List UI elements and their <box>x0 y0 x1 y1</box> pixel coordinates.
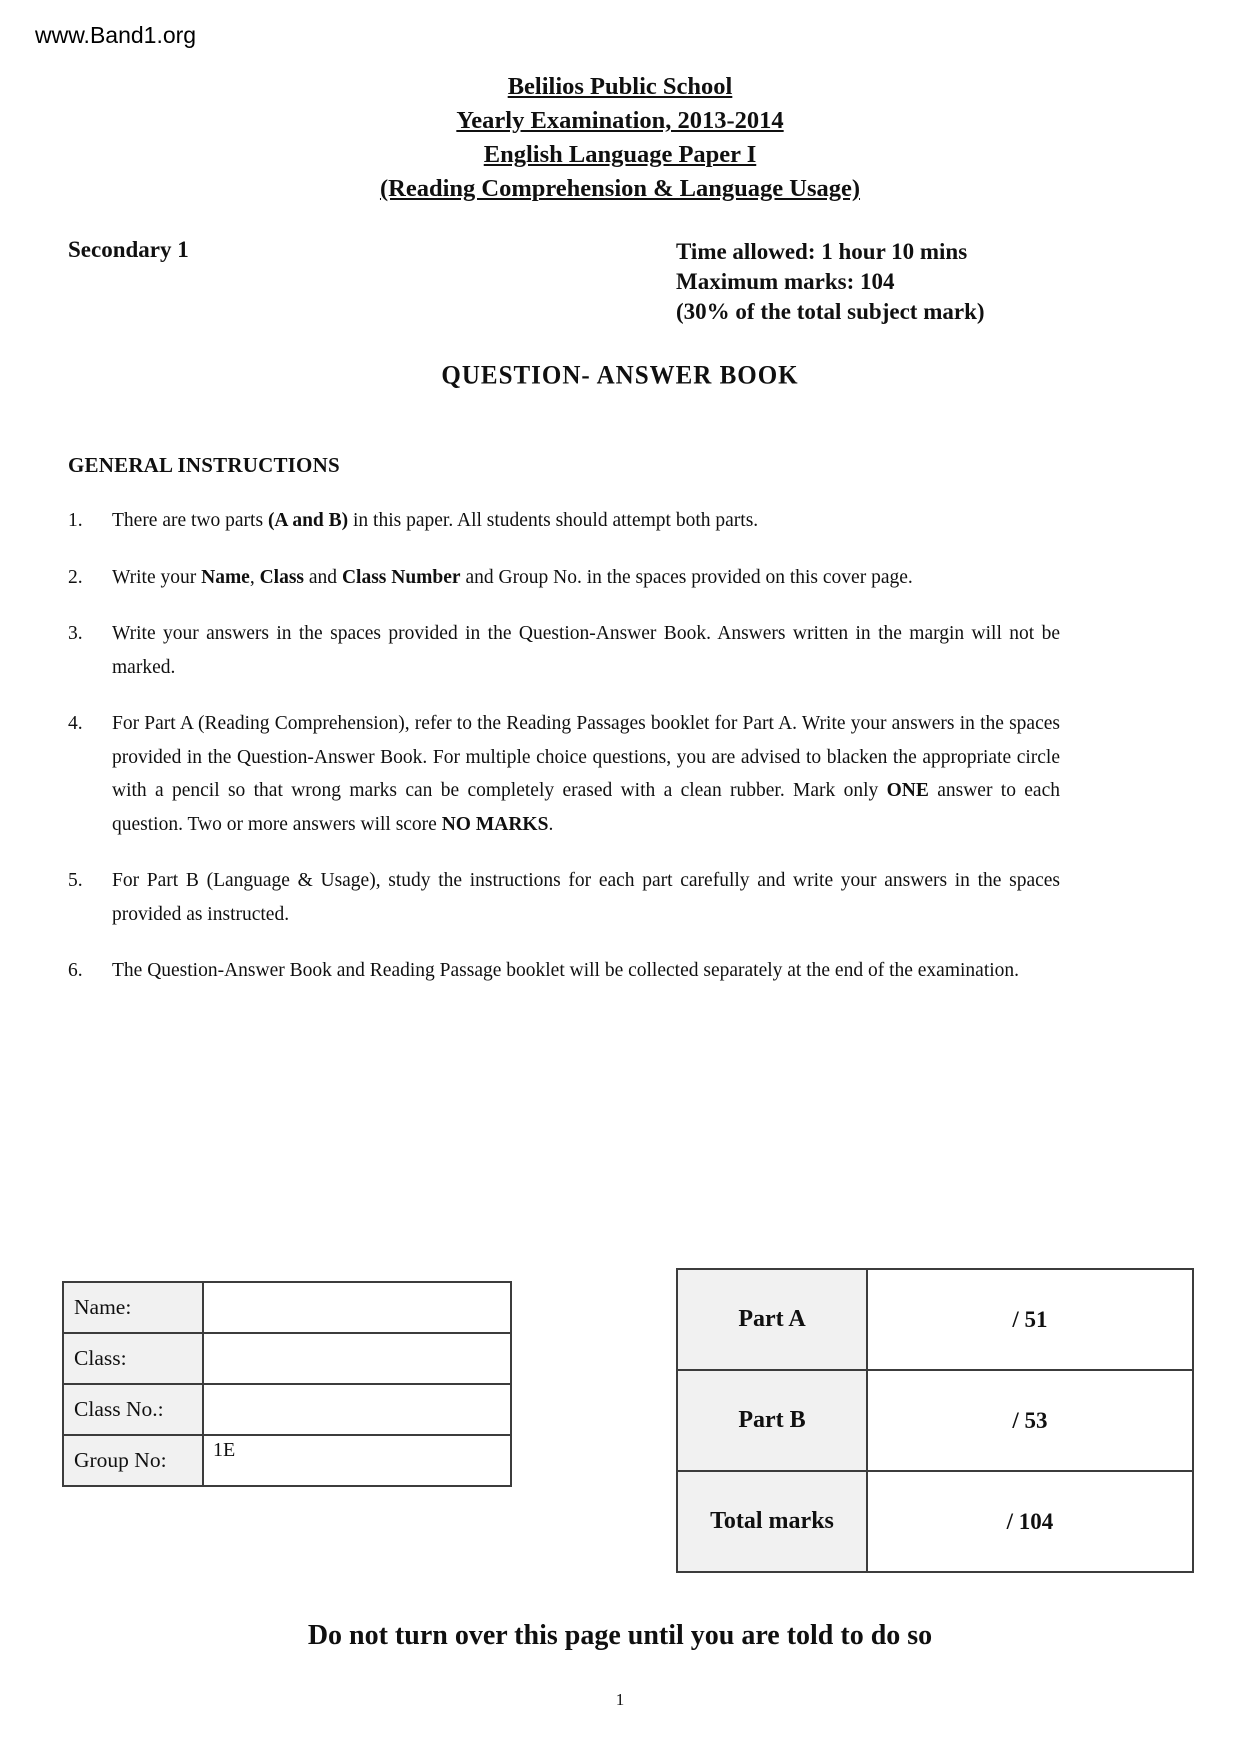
student-info-row-value <box>203 1282 511 1333</box>
instruction-item <box>68 617 1060 684</box>
marks-row-label: Part A <box>677 1269 867 1370</box>
instruction-segment: There are two parts <box>112 510 268 531</box>
instruction-item <box>68 561 1060 595</box>
instruction-bold-segment: Name <box>201 566 250 588</box>
student-info-row <box>63 1384 511 1435</box>
instruction-bold-segment: Class Number <box>341 566 461 588</box>
marks-row <box>677 1269 1193 1370</box>
general-instructions-heading: GENERAL INSTRUCTIONS <box>68 453 340 477</box>
student-info-row-label: Class: <box>63 1333 203 1384</box>
instruction-text <box>112 561 1060 595</box>
instruction-segment: , <box>249 566 260 588</box>
time-allowed: Time allowed: 1 hour 10 mins <box>676 239 968 264</box>
instruction-segment: and Group No. in the spaces provided on this cover page. <box>460 566 913 588</box>
paper-subtitle: (Reading Comprehension & Language Usage) <box>379 175 861 202</box>
paper-name: English Language Paper I <box>483 141 757 168</box>
student-info-row <box>63 1435 511 1486</box>
instruction-segment: For Part A (Reading Comprehension), refer to the Reading Passages booklet for Part A. Write your answers in the spaces provided in the Question-Answer Book. For multiple choice questions, you are advised to blacken the appropriate circle with a pencil so that wrong marks can be completely erased with a clean rubber. Mark only <box>112 713 1060 801</box>
instruction-segment: answer to each question. Two or more answers will score <box>112 780 1060 835</box>
marks-row <box>677 1370 1193 1471</box>
marks-row-value: / 53 <box>867 1370 1193 1471</box>
marks-row-value: / 104 <box>867 1471 1193 1572</box>
marks-row-label: Total marks <box>677 1471 867 1572</box>
do-not-turn-warning: Do not turn over this page until you are told to do so <box>307 1620 933 1651</box>
student-info-table <box>62 1281 512 1487</box>
instruction-text <box>112 617 1060 684</box>
instruction-segment: Write your answers in the spaces provided in the Question-Answer Book. Answers written in the margin will not be marked. <box>112 623 1060 678</box>
student-info-row-value: 1E <box>203 1435 511 1486</box>
page-number: 1 <box>615 1690 625 1709</box>
watermark-url: www.Band1.org <box>35 22 197 48</box>
instruction-segment: For Part B (Language & Usage), study the instructions for each part carefully and write your answers in the spaces provided as instructed. <box>112 870 1060 925</box>
instruction-number: 6. <box>68 960 83 981</box>
student-info-row <box>63 1333 511 1384</box>
instruction-number: 4. <box>68 713 83 734</box>
level-label: Secondary 1 <box>68 237 189 262</box>
school-name: Belilios Public School <box>507 73 733 100</box>
instruction-text <box>112 707 1060 841</box>
marks-row-label: Part B <box>677 1370 867 1471</box>
student-info-row <box>63 1282 511 1333</box>
exam-meta-block <box>676 237 985 327</box>
maximum-marks: Maximum marks: 104 <box>676 269 895 294</box>
instruction-bold-segment: ONE <box>886 780 929 801</box>
instruction-bold-segment: (A and B) <box>267 510 349 531</box>
instructions-list <box>68 504 1060 1011</box>
instruction-bold-segment: NO MARKS <box>441 813 549 835</box>
instruction-segment: and <box>304 566 342 588</box>
marks-table <box>676 1268 1194 1573</box>
instruction-item <box>68 707 1060 841</box>
student-info-row-label: Group No: <box>63 1435 203 1486</box>
instruction-segment: Write your <box>112 566 202 588</box>
instruction-number: 5. <box>68 870 83 891</box>
instruction-item <box>68 954 1060 988</box>
instruction-item <box>68 504 1060 538</box>
instruction-item <box>68 864 1060 931</box>
student-info-row-value <box>203 1384 511 1435</box>
student-info-row-label: Class No.: <box>63 1384 203 1435</box>
instruction-segment: in this paper. All students should attempt both parts. <box>348 510 759 531</box>
instruction-text <box>112 504 1060 538</box>
instruction-segment: . <box>548 813 554 835</box>
exam-name: Yearly Examination, 2013-2014 <box>456 107 784 134</box>
instruction-number: 1. <box>68 510 83 531</box>
instruction-text <box>112 864 1060 931</box>
instruction-text <box>112 954 1060 988</box>
title-block <box>0 70 1240 206</box>
instruction-number: 2. <box>68 566 83 588</box>
marks-table-body <box>677 1269 1193 1572</box>
student-info-row-label: Name: <box>63 1282 203 1333</box>
student-info-row-value <box>203 1333 511 1384</box>
instruction-bold-segment: Class <box>259 566 305 588</box>
marks-row-value: / 51 <box>867 1269 1193 1370</box>
subject-weighting: (30% of the total subject mark) <box>676 299 985 324</box>
question-answer-book-title: QUESTION- ANSWER BOOK <box>441 361 799 390</box>
instruction-number: 3. <box>68 623 83 644</box>
instruction-segment: The Question-Answer Book and Reading Passage booklet will be collected separately at the end of the examination. <box>112 960 1020 981</box>
marks-row <box>677 1471 1193 1572</box>
student-info-table-body <box>63 1282 511 1486</box>
